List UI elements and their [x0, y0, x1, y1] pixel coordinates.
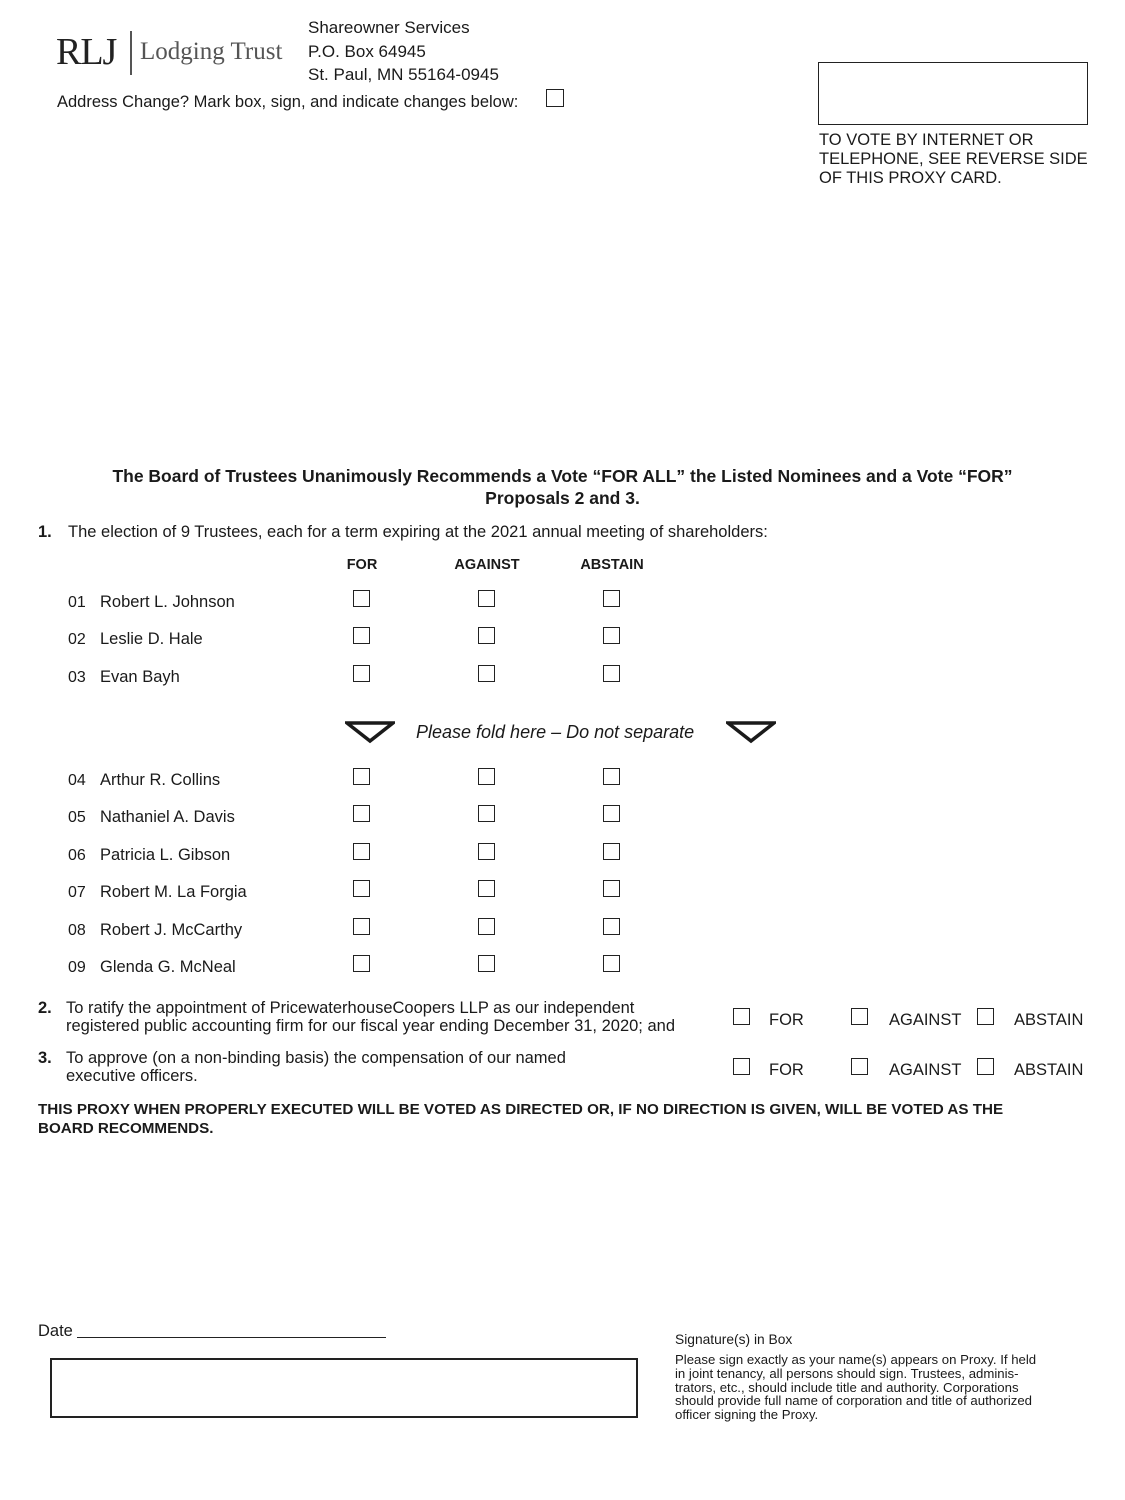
- nominee-number: 04: [68, 772, 86, 789]
- nominee-number: 07: [68, 884, 86, 901]
- nominee-name: Evan Bayh: [100, 668, 180, 686]
- nominee-number: 09: [68, 959, 86, 976]
- vote-notice: [819, 131, 1088, 188]
- instruction-line: Please sign exactly as your name(s) appears on Proxy. If held: [675, 1352, 1037, 1367]
- proposal-1-text: The election of 9 Trustees, each for a term expiring at the 2021 annual meeting of shareholders:: [68, 523, 768, 541]
- fold-instruction: Please fold here – Do not separate: [416, 722, 695, 742]
- nominee-01-against-checkbox[interactable]: [478, 590, 495, 607]
- proposal-3-for-checkbox[interactable]: [733, 1058, 750, 1075]
- nominee-number: 02: [68, 631, 86, 648]
- proposal-3-against-label: AGAINST: [889, 1061, 962, 1079]
- nominee-name: Robert M. La Forgia: [100, 883, 247, 901]
- proposal-2-against-checkbox[interactable]: [851, 1008, 868, 1025]
- proposal-3-line: To approve (on a non-binding basis) the compensation of our named: [66, 1049, 566, 1067]
- nominee-05-for-checkbox[interactable]: [353, 805, 370, 822]
- nominee-03-against-checkbox[interactable]: [478, 665, 495, 682]
- nominee-number: 08: [68, 922, 86, 939]
- nominee-06-for-checkbox[interactable]: [353, 843, 370, 860]
- address-line: Shareowner Services: [308, 18, 470, 37]
- proposal-3-abstain-checkbox[interactable]: [977, 1058, 994, 1075]
- proposal-2-abstain-label: ABSTAIN: [1014, 1011, 1084, 1029]
- instruction-line: trators, etc., should include title and authority. Corporations: [675, 1379, 1019, 1395]
- nominee-06-against-checkbox[interactable]: [478, 843, 495, 860]
- nominee-09-against-checkbox[interactable]: [478, 955, 495, 972]
- nominee-01-abstain-checkbox[interactable]: [603, 590, 620, 607]
- proposal-2-number: 2.: [38, 999, 52, 1017]
- proposal-2-against-label: AGAINST: [889, 1011, 962, 1029]
- column-header-for: FOR: [346, 557, 378, 573]
- proposal-2-line: To ratify the appointment of PricewaterhouseCoopers LLP as our independent: [66, 999, 635, 1017]
- proposal-3-for-label: FOR: [769, 1061, 804, 1079]
- nominee-04-for-checkbox[interactable]: [353, 768, 370, 785]
- nominee-05-abstain-checkbox[interactable]: [603, 805, 620, 822]
- nominee-03-for-checkbox[interactable]: [353, 665, 370, 682]
- nominee-07-for-checkbox[interactable]: [353, 880, 370, 897]
- nominee-09-abstain-checkbox[interactable]: [603, 955, 620, 972]
- proxy-statement-line: THIS PROXY WHEN PROPERLY EXECUTED WILL BE VOTED AS DIRECTED OR, IF NO DIRECTION IS GIVEN, WILL BE VOTED AS THE: [38, 1101, 1004, 1118]
- nominee-name: Robert J. McCarthy: [100, 921, 243, 939]
- signature-title: Signature(s) in Box: [675, 1332, 793, 1347]
- nominee-08-for-checkbox[interactable]: [353, 918, 370, 935]
- instruction-line: officer signing the Proxy.: [675, 1407, 819, 1423]
- board-recommendation-heading: [0, 465, 1125, 509]
- nominee-01-for-checkbox[interactable]: [353, 590, 370, 607]
- control-number-box: [818, 62, 1088, 125]
- fold-arrow-down-icon: [345, 720, 395, 744]
- nominee-07-against-checkbox[interactable]: [478, 880, 495, 897]
- proposal-3-against-checkbox[interactable]: [851, 1058, 868, 1075]
- column-header-against: AGAINST: [454, 557, 520, 573]
- nominee-number: 05: [68, 809, 86, 826]
- nominee-04-abstain-checkbox[interactable]: [603, 768, 620, 785]
- nominee-07-abstain-checkbox[interactable]: [603, 880, 620, 897]
- fold-arrow-down-icon: [726, 720, 776, 744]
- nominee-number: 06: [68, 847, 86, 864]
- vote-notice-line: OF THIS PROXY CARD.: [819, 169, 1002, 187]
- nominee-02-for-checkbox[interactable]: [353, 627, 370, 644]
- proposal-2-abstain-checkbox[interactable]: [977, 1008, 994, 1025]
- date-label: Date: [38, 1322, 73, 1340]
- proposal-2-for-label: FOR: [769, 1011, 804, 1029]
- nominee-03-abstain-checkbox[interactable]: [603, 665, 620, 682]
- nominee-name: Leslie D. Hale: [100, 630, 203, 648]
- nominee-02-against-checkbox[interactable]: [478, 627, 495, 644]
- nominee-04-against-checkbox[interactable]: [478, 768, 495, 785]
- nominee-09-for-checkbox[interactable]: [353, 955, 370, 972]
- address-change-checkbox[interactable]: [546, 89, 564, 107]
- column-header-abstain: ABSTAIN: [580, 557, 644, 573]
- address-line: P.O. Box 64945: [308, 41, 426, 61]
- nominee-08-against-checkbox[interactable]: [478, 918, 495, 935]
- date-line[interactable]: [77, 1337, 386, 1338]
- logo-mark: RLJ: [56, 31, 117, 73]
- nominee-name: Arthur R. Collins: [100, 771, 221, 789]
- nominee-name: Glenda G. McNeal: [100, 958, 236, 976]
- proxy-statement: [38, 1101, 1003, 1138]
- heading-line: The Board of Trustees Unanimously Recommends a Vote “FOR ALL” the Listed Nominees and a Vote “FOR”: [112, 466, 1013, 486]
- nominee-number: 03: [68, 669, 86, 686]
- proposal-3-text: [66, 1049, 566, 1085]
- proposal-3-number: 3.: [38, 1049, 52, 1067]
- proposal-3-line: executive officers.: [66, 1067, 198, 1085]
- vote-notice-line: TELEPHONE, SEE REVERSE SIDE: [819, 150, 1088, 168]
- proposal-2-for-checkbox[interactable]: [733, 1008, 750, 1025]
- nominee-name: Patricia L. Gibson: [100, 846, 231, 864]
- proposal-1-number: 1.: [38, 523, 52, 541]
- proxy-statement-line: BOARD RECOMMENDS.: [38, 1119, 214, 1137]
- nominee-name: Nathaniel A. Davis: [100, 808, 235, 826]
- instruction-line: in joint tenancy, all persons should sign. Trustees, adminis-: [675, 1365, 1019, 1381]
- logo-divider: [130, 31, 132, 75]
- nominee-05-against-checkbox[interactable]: [478, 805, 495, 822]
- vote-notice-line: TO VOTE BY INTERNET OR: [819, 131, 1034, 149]
- signature-box[interactable]: [50, 1358, 638, 1418]
- signature-instructions: [675, 1353, 1036, 1422]
- proposal-2-line: registered public accounting firm for our fiscal year ending December 31, 2020; and: [66, 1017, 676, 1035]
- nominee-02-abstain-checkbox[interactable]: [603, 627, 620, 644]
- proposal-3-abstain-label: ABSTAIN: [1014, 1061, 1084, 1079]
- nominee-06-abstain-checkbox[interactable]: [603, 843, 620, 860]
- heading-line: Proposals 2 and 3.: [485, 488, 640, 508]
- nominee-08-abstain-checkbox[interactable]: [603, 918, 620, 935]
- proposal-2-text: [66, 999, 675, 1035]
- nominee-name: Robert L. Johnson: [100, 593, 235, 611]
- address-line: St. Paul, MN 55164-0945: [308, 65, 499, 84]
- logo-name: Lodging Trust: [140, 38, 283, 65]
- nominee-number: 01: [68, 594, 86, 611]
- return-address: [308, 16, 499, 87]
- instruction-line: should provide full name of corporation and title of authorized: [675, 1393, 1033, 1409]
- address-change-label: Address Change? Mark box, sign, and indicate changes below:: [57, 93, 519, 111]
